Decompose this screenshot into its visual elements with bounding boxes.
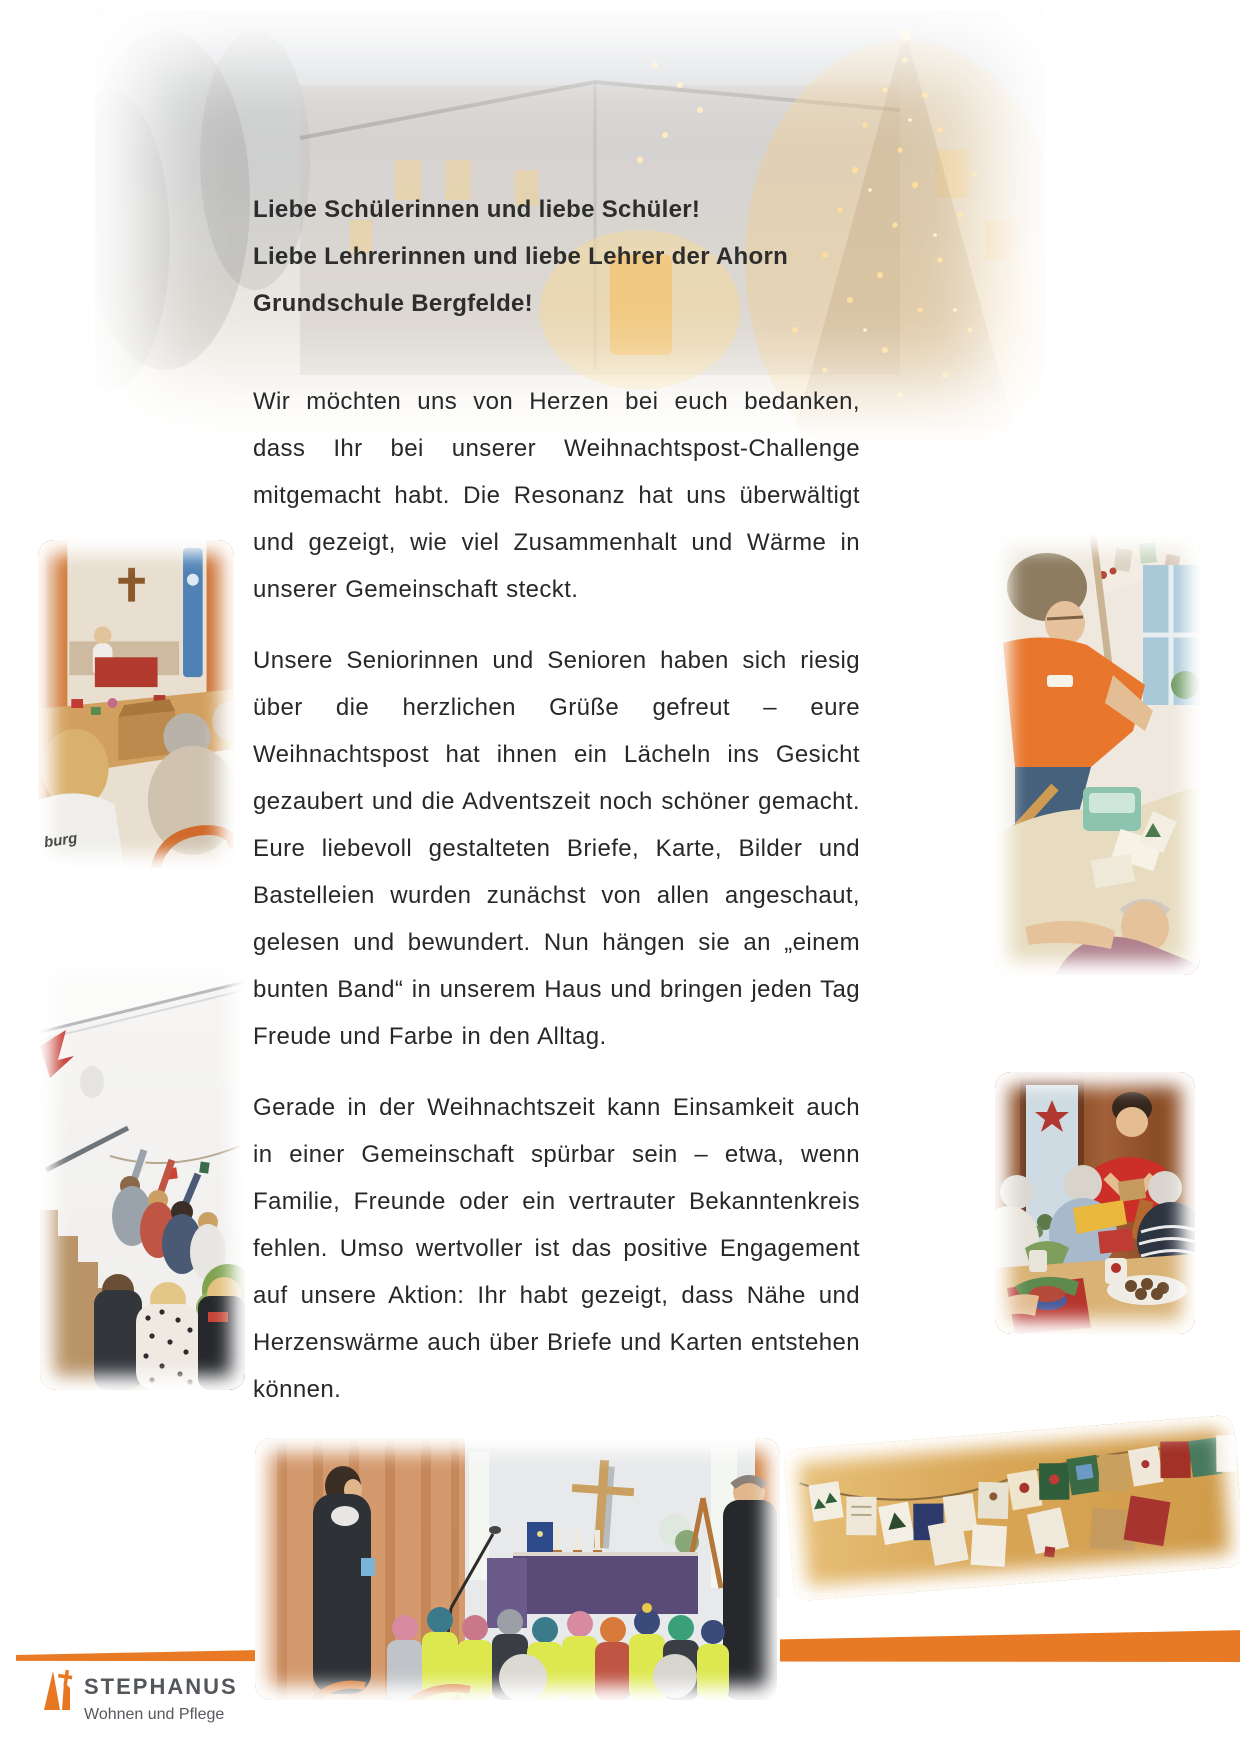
brand-name: STEPHANUS [84,1674,238,1699]
stephanus-logo-icon [40,1668,76,1710]
shirt-print-text: burg [42,829,79,852]
paragraph-seniors: Unsere Seniorinnen und Senioren haben sich riesig über die herzlichen Grüße gefreut – eure Weihnachtspost hat ihnen ein Lächeln ins Gesicht gezaubert und die Adventszeit noch schöner gemacht. Eure liebevoll gestalteten Briefe, Karte, Bilder und Bastelleien wurden zunächst von allen angeschaut, gelesen und bewundert. Nun hängen sie an „einem bunten Band“ in unserem Haus und bringen jeden Tag Freude und Farbe in den Alltag. [253,647,860,1050]
paragraph-loneliness: Gerade in der Weihnachtszeit kann Einsamkeit auch in einer Gemeinschaft spürbar sein – etwa, wenn Familie, Freunde oder ein vertrauter Bekanntenkreis fehlen. Umso wertvoller ist das positive Engagement auf unsere Aktion: Ihr habt gezeigt, dass Nähe und Herzenswärme auch über Briefe und Karten entstehen können. [253,1094,860,1403]
red-star-decoration [40,1030,74,1078]
hanging-cards [807,1434,1240,1551]
greeting-line-2: Liebe Lehrerinnen und liebe Lehrer der Ahorn [253,243,789,270]
crafting-illustration [38,540,234,868]
name-badge [1047,675,1073,687]
card-string [110,1146,240,1163]
bedside-illustration [995,535,1200,975]
greeting-line-3: Grundschule Bergfelde! [253,290,533,317]
cross-icon [57,1669,73,1687]
microphone-icon [489,1526,501,1534]
brand-tagline: Wohnen und Pflege [84,1706,225,1723]
card-table-illustration [995,1072,1195,1334]
paragraph-thanks: Wir möchten uns von Herzen bei euch bedanken, dass Ihr bei unserer Weihnachtspost-Challenge mitgemacht habt. Die Resonanz hat uns überwältigt und gezeigt, wie viel Zusammenhalt und Wärme in unserer Gemeinschaft steckt. [253,388,860,603]
photo-assembly-hall [255,1438,780,1700]
letter-body [253,378,860,1413]
photo-crafting-table [38,540,234,868]
photo-staircase-hanging [40,960,245,1390]
brand-logo [40,1668,238,1724]
pinboard-illustration [783,1415,1240,1602]
greeting-line-1: Liebe Schülerinnen und liebe Schüler! [253,196,701,223]
photo-card-table [995,1072,1195,1334]
photo-bedside-visit [995,535,1200,975]
glasses-icon [1047,617,1083,619]
assembly-illustration [255,1438,780,1700]
photo-pinboard-cards [783,1415,1240,1602]
greeting [253,186,903,327]
cross-icon [118,568,144,602]
children-reaching [112,1150,226,1280]
staircase-illustration [40,960,245,1390]
